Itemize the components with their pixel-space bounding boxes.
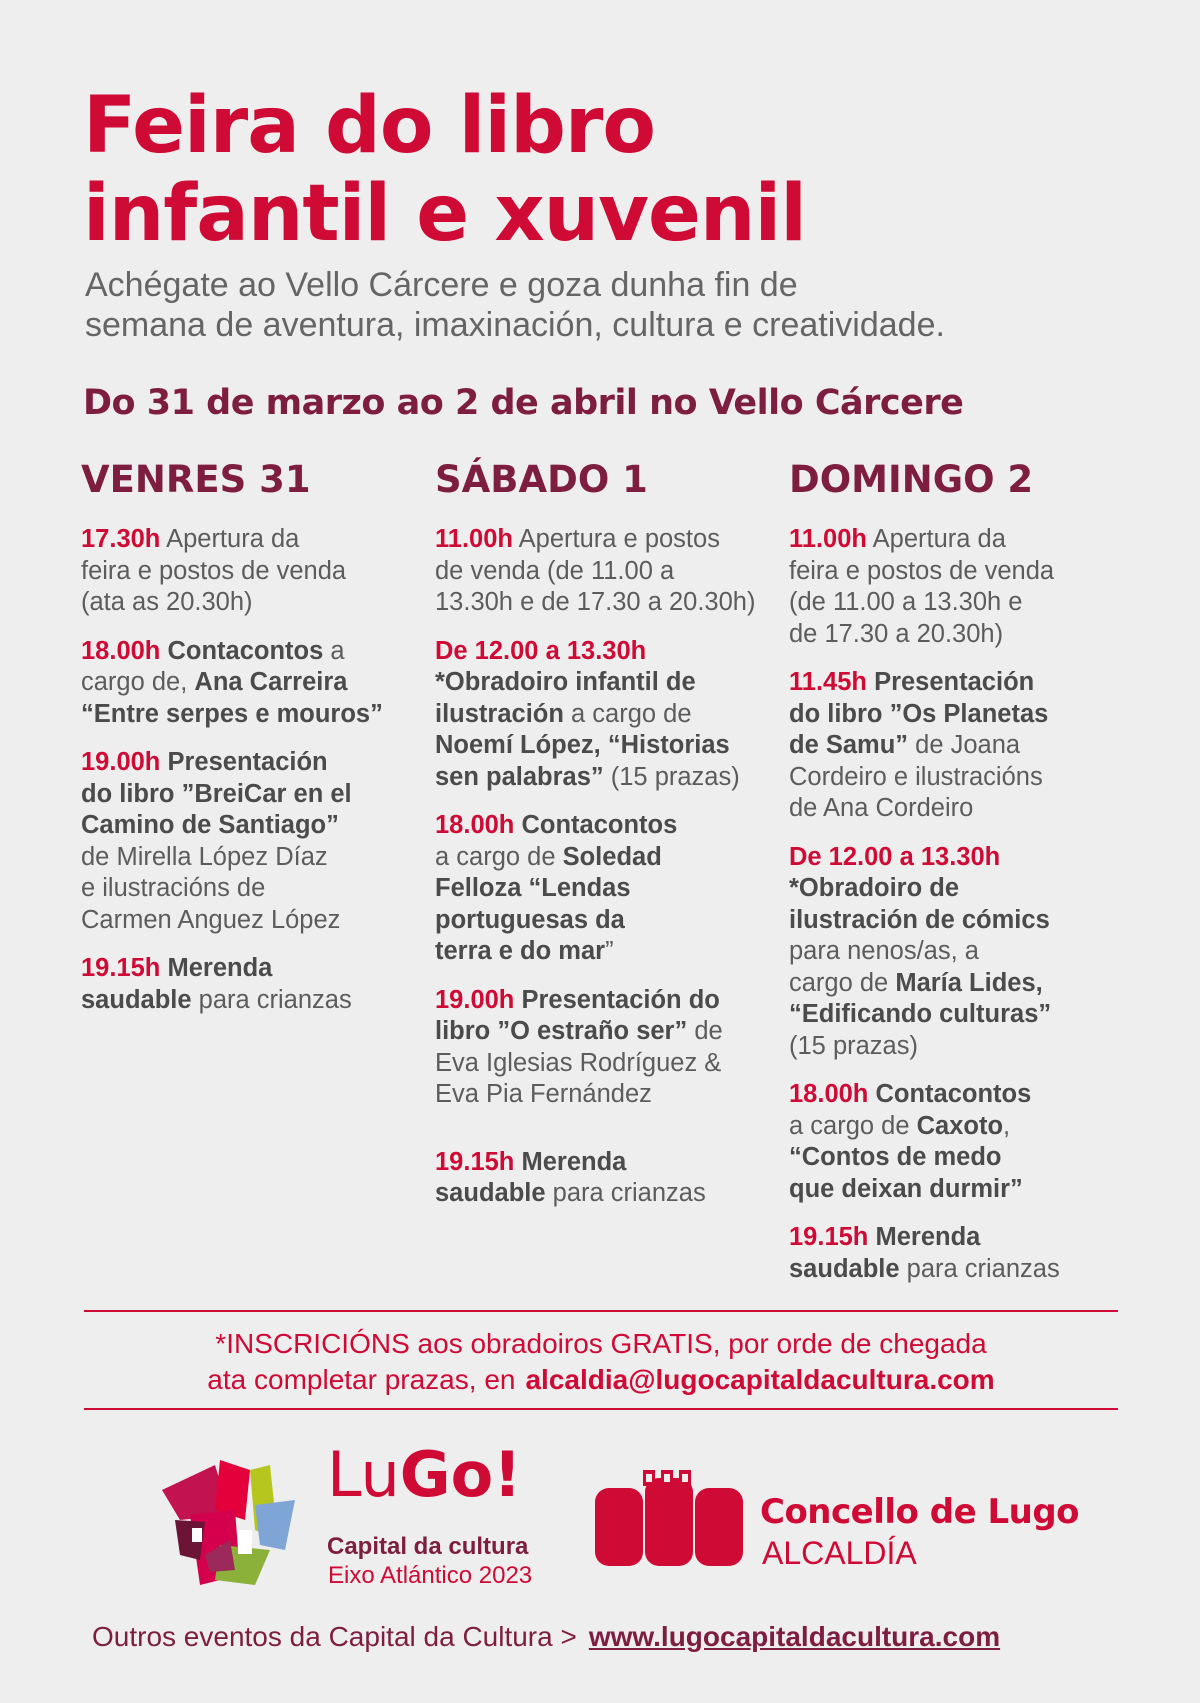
event-text: para crianzas <box>899 1254 1060 1283</box>
notice-line-1: *INSCRICIÓNS aos obradoiros GRATIS, por orde de chegada <box>215 1328 987 1359</box>
event-text: de Mirella López Díaz e ilustracións de Carmen Anguez López <box>81 842 341 934</box>
event-item <box>789 524 1134 650</box>
event-time: 11.00h <box>789 525 867 553</box>
event-text: para crianzas <box>545 1179 706 1207</box>
event-item <box>81 747 426 936</box>
event-item <box>789 1079 1134 1205</box>
event-time: 19.00h <box>435 985 515 1014</box>
notice-line-2: ata completar prazas, en <box>207 1364 516 1395</box>
concello-subtitle: ALCALDÍA <box>762 1535 917 1571</box>
event-text: , <box>1003 1111 1011 1140</box>
footer <box>92 1621 1000 1653</box>
event-item <box>81 524 426 619</box>
event-item <box>789 1222 1134 1285</box>
event-item <box>81 953 426 1016</box>
event-time: 17.30h <box>81 525 161 553</box>
event-text: Apertura da feira e postos de venda (ata as 20.30h) <box>81 525 347 616</box>
event-title: Caxoto <box>916 1111 1004 1140</box>
event-text: de Eva Iglesias Rodríguez & Eva Pia Fernández <box>435 1017 723 1108</box>
event-title: Presentación do libro ”BreiCar en el Camino de Santiago” <box>81 748 352 839</box>
lugo-capital-logo-icon <box>160 1460 300 1590</box>
event-text: a cargo de <box>571 699 692 728</box>
divider-bottom <box>84 1408 1118 1410</box>
event-time: 18.00h <box>435 811 515 839</box>
divider-top <box>84 1310 1118 1312</box>
lugo-wordmark-prefix: Lu <box>327 1438 400 1511</box>
event-text: Apertura e postos de venda (de 11.00 a 13.30h e de 17.30 a 20.30h) <box>435 525 756 616</box>
event-text: a cargo de, <box>81 636 345 696</box>
event-time: 19.15h <box>81 954 161 982</box>
event-text: a cargo de <box>789 1111 910 1140</box>
event-item <box>81 636 426 731</box>
event-time: 18.00h <box>81 636 161 665</box>
concello-name: Concello de Lugo <box>760 1492 1080 1532</box>
event-text: para nenos/as, a cargo de <box>789 937 979 997</box>
event-text: de Joana Cordeiro e ilustracións de Ana Cordeiro <box>789 731 1043 822</box>
day-column-domingo <box>789 458 1134 1302</box>
intro-line-1: Achégate ao Vello Cárcere e goza dunha fin de <box>85 266 798 304</box>
event-title: Contacontos <box>868 1080 1032 1108</box>
event-time: 11.45h <box>789 668 867 696</box>
footer-text: Outros eventos da Capital da Cultura > <box>92 1621 577 1652</box>
event-text: Apertura da feira e postos de venda (de 11.00 a 13.30h e de 17.30 a 20.30h) <box>789 525 1055 648</box>
notice-email-link[interactable]: alcaldia@lugocapitaldacultura.com <box>525 1364 995 1395</box>
event-title: Soledad Felloza “Lendas portuguesas da terra e do mar <box>435 842 662 965</box>
event-item <box>435 524 780 619</box>
event-time: 11.00h <box>435 525 513 553</box>
event-item <box>435 985 780 1111</box>
lugo-wordmark-go: Go! <box>399 1438 522 1511</box>
event-time: De 12.00 a 13.30h <box>789 842 1001 871</box>
event-title: Contacontos <box>160 636 324 665</box>
event-time: De 12.00 a 13.30h <box>435 636 647 665</box>
event-text: para crianzas <box>191 985 352 1014</box>
event-item <box>789 667 1134 825</box>
lugo-wordmark <box>327 1440 522 1510</box>
event-title: Noemí López, “Historias sen palabras” <box>435 731 730 791</box>
event-time: 19.15h <box>435 1147 515 1176</box>
event-title: Presentación do libro ”Os Planetas de Samu” <box>789 668 1049 759</box>
event-time: 18.00h <box>789 1080 869 1108</box>
event-text: (15 prazas) <box>789 1031 918 1060</box>
event-item <box>435 636 780 794</box>
day-column-sabado <box>435 458 780 1227</box>
event-item <box>435 1147 780 1210</box>
lugo-subtitle: Eixo Atlántico 2023 <box>328 1562 533 1589</box>
title-line-1: Feira do libro <box>83 81 655 171</box>
event-title: Merenda saudable <box>81 954 273 1014</box>
event-title: Merenda saudable <box>789 1223 981 1283</box>
poster-title <box>83 82 806 258</box>
event-title: Merenda saudable <box>435 1147 627 1207</box>
lugo-tagline: Capital da cultura <box>327 1533 529 1560</box>
event-text: a cargo de <box>435 842 556 871</box>
event-item <box>435 810 780 968</box>
event-time: 19.15h <box>789 1223 869 1251</box>
event-title: “Contos de medo que deixan durmir” <box>789 1143 1023 1203</box>
event-title: *Obradoiro de ilustración de cómics <box>789 874 1050 934</box>
day-heading: VENRES 31 <box>81 458 311 501</box>
registration-notice <box>84 1326 1118 1398</box>
day-heading: SÁBADO 1 <box>435 458 648 501</box>
event-title: Presentación do libro ”O estraño ser” <box>435 985 720 1045</box>
event-title: Ana Carreira “Entre serpes e mouros” <box>81 668 383 728</box>
dates-heading: Do 31 de marzo ao 2 de abril no Vello Cárcere <box>83 383 964 423</box>
event-title: María Lides, “Edificando culturas” <box>789 968 1052 1028</box>
day-column-venres <box>81 458 426 1033</box>
website-link[interactable]: www.lugocapitaldacultura.com <box>588 1621 1001 1652</box>
event-time: 19.00h <box>81 748 161 776</box>
day-heading: DOMINGO 2 <box>789 458 1034 501</box>
event-item <box>789 842 1134 1063</box>
event-text: (15 prazas) <box>603 762 740 791</box>
event-title: *Obradoiro infantil de ilustración <box>435 668 696 728</box>
event-title: Contacontos <box>514 811 678 839</box>
event-text: ” <box>605 937 614 965</box>
intro-line-2: semana de aventura, imaxinación, cultura e creatividade. <box>85 306 945 344</box>
intro-text <box>85 265 1135 345</box>
concello-towers-icon <box>595 1470 765 1570</box>
title-line-2: infantil e xuvenil <box>83 169 806 259</box>
